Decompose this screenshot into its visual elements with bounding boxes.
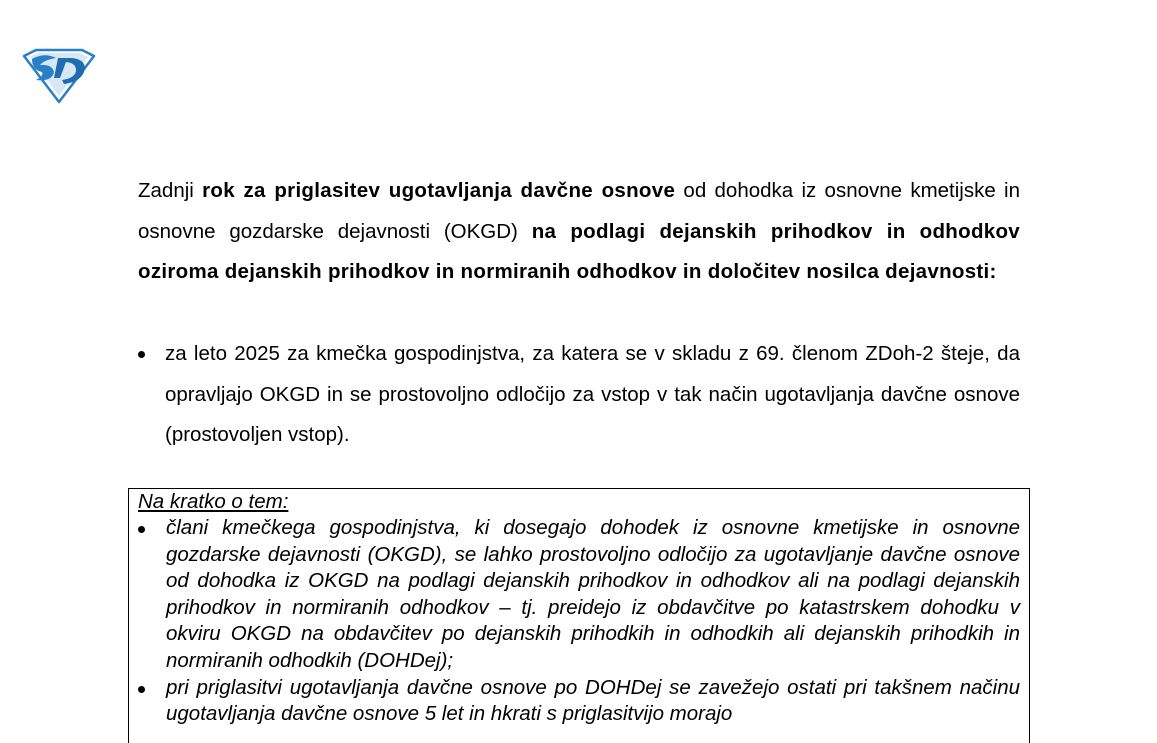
list-item	[138, 675, 1020, 728]
bullet-icon	[138, 686, 145, 693]
list-item	[138, 334, 1020, 456]
list-item-text: pri priglasitvi ugotavljanja davčne osnove po DOHDej se zavežejo ostati pri takšnem načinu ugotavljanja davčne osnove 5 let in hkrati s priglasitvijo morajo	[166, 675, 1020, 726]
summary-list	[138, 515, 1020, 728]
intro-bold-2: na podlagi dejanskih prihodkov in odhodkov oziroma dejanskih prihodkov in normiranih odhodkov in določitev nosilca dejavnosti:	[138, 219, 1021, 283]
logo	[22, 48, 96, 104]
list-item-text: za leto 2025 za kmečka gospodinjstva, za katera se v skladu z 69. členom ZDoh-2 šteje, da opravljajo OKGD in se prostovoljno odločijo za vstop v tak način ugotavljanja davčne osnove (prostovoljen vstop).	[165, 342, 1020, 446]
intro-bold-1: rok za priglasitev ugotavljanja davčne osnove	[202, 179, 676, 202]
intro-text-1: Zadnji	[138, 179, 203, 202]
bullet-icon	[138, 526, 145, 533]
intro-paragraph	[138, 171, 1020, 293]
deadline-bullet-list	[138, 334, 1020, 456]
summary-box	[128, 488, 1030, 743]
sd-shield-logo-icon	[22, 48, 96, 104]
list-item-text: člani kmečkega gospodinjstva, ki dosegajo dohodek iz osnovne kmetijske in osnovne gozdarske dejavnosti (OKGD), se lahko prostovoljno odločijo za ugotavljanje davčne osnove od dohodka iz OKGD na podlagi dejanskih prihodkov in odhodkov ali na podlagi dejanskih prihodkov in normiranih odhodkov – tj. preidejo iz obdavčitve po katastrskem dohodku v okviru OKGD na obdavčitev po dejanskih prihodkih in odhodkih ali dejanskih prihodkih in normiranih odhodkih (DOHDej);	[166, 516, 1020, 672]
bullet-icon	[138, 351, 145, 358]
list-item	[138, 515, 1020, 675]
intro-text-2: od dohodka iz osnovne kmetijske in osnovne gozdarske dejavnosti (OKGD)	[138, 179, 1020, 243]
summary-title: Na kratko o tem:	[138, 490, 289, 513]
